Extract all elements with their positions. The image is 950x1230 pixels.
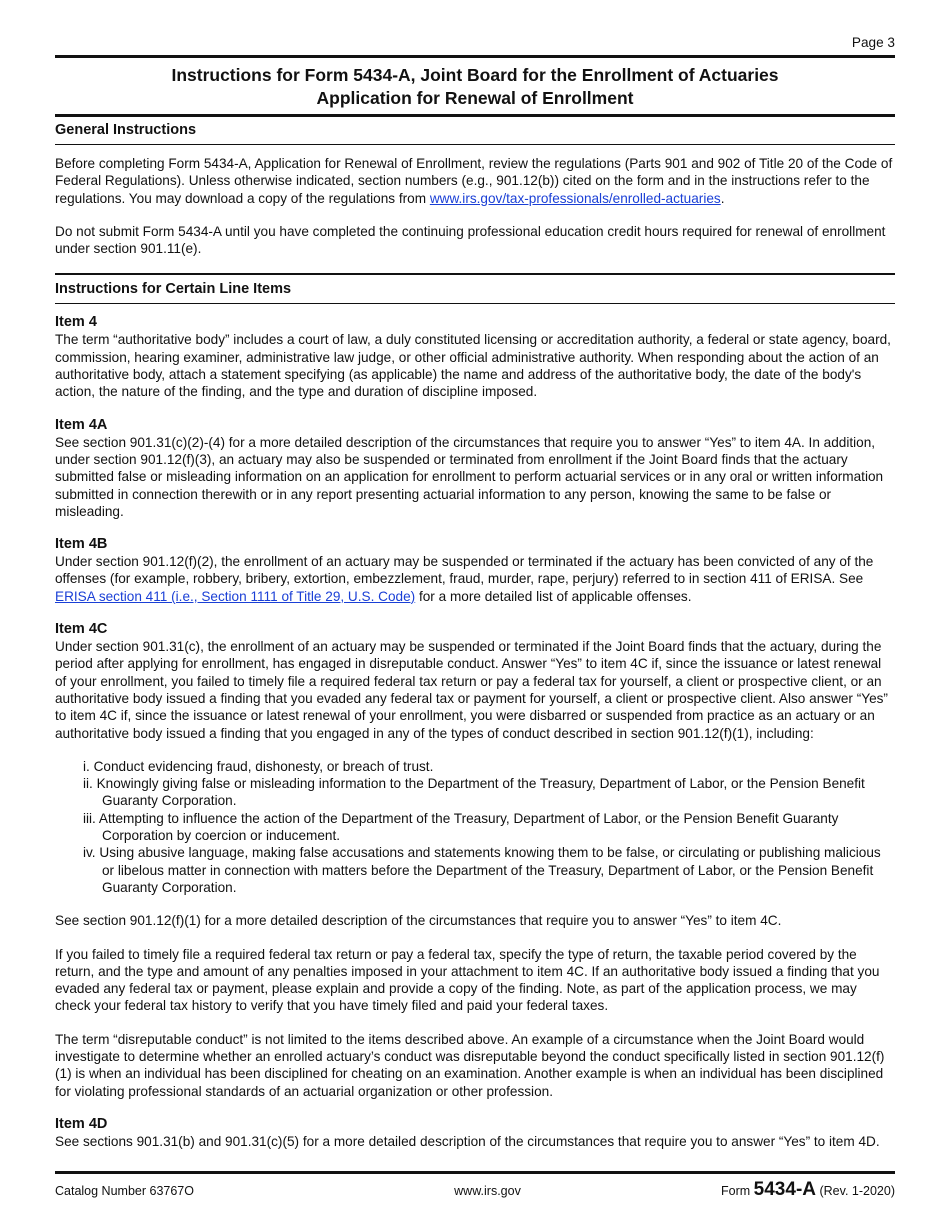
list-marker: ii. [83,776,93,792]
item-4d-heading: Item 4D [55,1115,108,1132]
item-4-text: The term “authoritative body” includes a court of law, a duly constituted licensing or accreditation authority, a federal or state agency, board, commission, hearing examiner, administrative law judge, or other official administrative authority. When responding about the action of an authoritative body, attach a statement specifying (as applicable) the name and address of the authoritative body, the date of the body's action, the nature of the finding, and the type and duration of discipline imposed. [55,332,891,400]
general-paragraph-2: Do not submit Form 5434-A until you have completed the continuing professional education credit hours required for renewal of enrollment under section 901.11(e). [55,223,886,257]
paragraph-text: for a more detailed list of applicable offenses. [415,588,692,604]
list-marker: iv. [83,845,96,861]
regulations-link[interactable]: www.irs.gov/tax-professionals/enrolled-actuaries [429,190,721,206]
list-item [83,758,895,775]
title-line-2: Application for Renewal of Enrollment [316,88,634,108]
paragraph-text: . [720,190,725,206]
item-4b-heading: Item 4B [55,536,108,553]
list-item [83,844,895,896]
form-revision: (Rev. 1-2020) [819,1184,895,1198]
item-4c-text: Under section 901.31(c), the enrollment of an actuary may be suspended or terminated if the Joint Board finds that the actuary, during the period after applying for enrollment, has engaged in disreputable conduct. Answer “Yes” to item 4C if, since the issuance or latest renewal of your enrollment, you failed to timely file a required federal tax return or pay a federal tax for yourself, a client or prospective client, or an authoritative body issued a finding that you evaded any federal tax or payment for yourself, a client or prospective client. Also answer “Yes” to item 4C if, since the issuance or latest renewal of your enrollment, you were disbarred or suspended from practice as an actuary or an authoritative body issued a finding that you engaged in any of the types of conduct described in section 901.12(f)(1), including: [55,639,888,741]
list-text: Conduct evidencing fraud, dishonesty, or breach of trust. [93,758,434,774]
list-item [83,775,895,810]
divider [55,114,895,117]
item-4c-paragraph-3: If you failed to timely file a required federal tax return or pay a federal tax, specify the type of return, the taxable period covered by the return, and the type and amount of any penalties imposed in your attachment to item 4C. If an authoritative body issued a finding that you evaded any federal tax or payment, please explain and provide a copy of the finding. Note, as part of the application process, we may check your federal tax history to verify that you have timely filed and paid your federal taxes. [55,946,880,1014]
erisa-link[interactable]: ERISA section 411 (i.e., Section 1111 of Title 29, U.S. Code) [55,588,416,604]
form-number: 5434-A [753,1179,816,1200]
general-instructions-heading: General Instructions [55,121,895,145]
item-4c-paragraph-4: The term “disreputable conduct” is not limited to the items described above. An example of a circumstance when the Joint Board would investigate to determine whether an enrolled actuary’s conduct was disreputable beyond the conduct specifically listed in section 901.12(f)(1) is when an individual has been disciplined for cheating on an examination. Another example is when an individual has been disciplined for violating professional standards of an actuarial organization or other profession. [55,1031,885,1099]
item-4d-text: See sections 901.31(b) and 901.31(c)(5) for a more detailed description of the circumstances that require you to answer “Yes” to item 4D. [55,1133,880,1149]
paragraph-text: Before completing Form 5434-A, Application for Renewal of Enrollment, review the regulations (Parts 901 and 902 of Title 20 of the Code of Federal Regulations). Unless otherwise indicated, section numbers (e.g., 901.12(b)) cited on the form and in the instructions refer to the regulations. You may download a copy of the regulations from [55,156,893,206]
item-4c-paragraph-2: See section 901.12(f)(1) for a more detailed description of the circumstances that require you to answer “Yes” to item 4C. [55,913,782,929]
list-marker: iii. [83,810,96,826]
instructions-body [55,121,895,1166]
item-4-heading: Item 4 [55,314,97,331]
list-text: Attempting to influence the action of the Department of the Treasury, Department of Labor, or the Pension Benefit Guaranty Corporation by coercion or inducement. [98,810,839,844]
website: www.irs.gov [454,1184,521,1198]
catalog-number: Catalog Number 63767O [55,1184,194,1198]
list-text: Using abusive language, making false accusations and statements knowing them to be false, or circulating or publishing malicious or libelous matter in connection with matters before the Department of the Treasury, Department of Labor, or the Pension Benefit Guaranty Corporation. [99,845,881,895]
form-id [721,1181,895,1200]
page-footer [55,1181,895,1200]
title-line-1: Instructions for Form 5434-A, Joint Board for the Enrollment of Actuaries [171,65,779,85]
paragraph-text: Under section 901.12(f)(2), the enrollment of an actuary may be suspended or terminated if the actuary has been convicted of any of the offenses (for example, robbery, bribery, extortion, embezzlement, fraud, murder, rape, perjury) referred to in section 411 of ERISA. See [55,554,874,587]
conduct-list [55,758,895,896]
form-prefix: Form [721,1184,751,1198]
page-number: Page 3 [851,35,895,50]
divider [55,55,895,58]
list-item [83,810,895,845]
list-marker: i. [83,758,90,774]
item-4a-text: See section 901.31(c)(2)-(4) for a more detailed description of the circumstances that require you to answer “Yes” to item 4A. In addition, under section 901.12(f)(3), an actuary may also be suspended or terminated from enrollment if the Joint Board finds that the actuary submitted false or misleading information on an application for enrollment to perform actuarial services or in any oral or written information submitted in connection therewith or in any report presenting actuarial information to any person, knowing the same to be false or misleading. [55,434,884,519]
item-4c-heading: Item 4C [55,621,108,638]
item-4a-heading: Item 4A [55,416,108,433]
page-title [55,64,895,110]
line-items-heading: Instructions for Certain Line Items [55,273,895,304]
list-text: Knowingly giving false or misleading information to the Department of the Treasury, Department of Labor, or the Pension Benefit Guaranty Corporation. [96,776,865,809]
footer-divider [55,1171,895,1174]
general-paragraph-1 [55,155,895,207]
item-4b-text [55,553,895,605]
